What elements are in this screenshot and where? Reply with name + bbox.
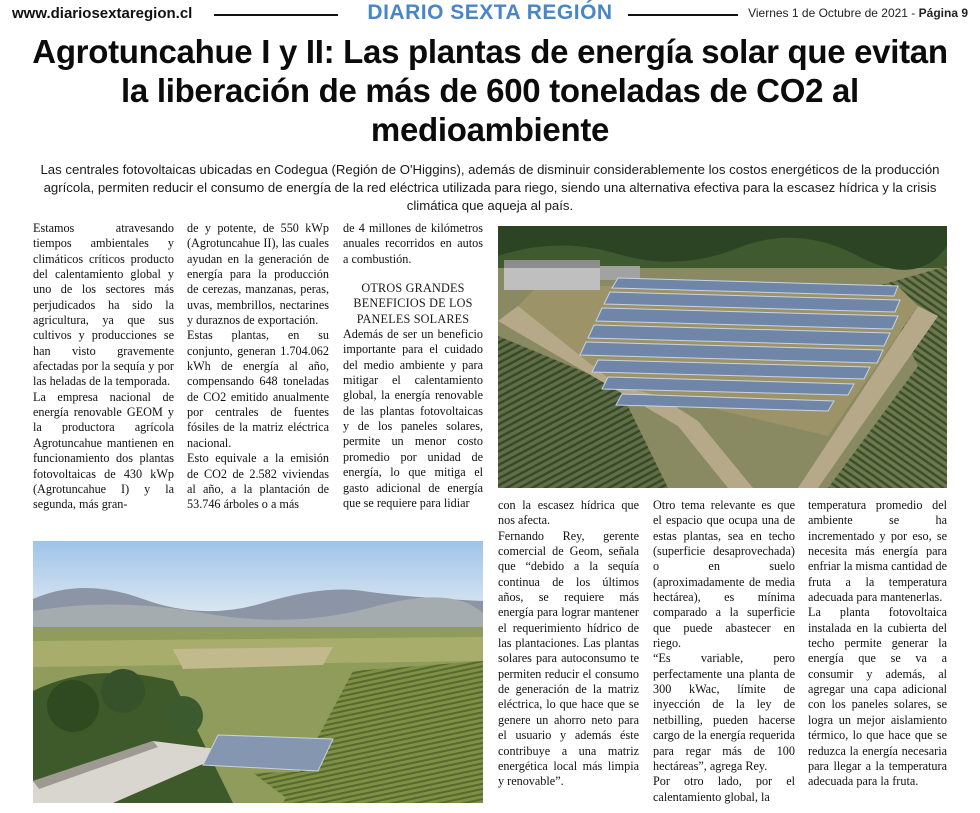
newspaper-name: DIARIO SEXTA REGIÓN: [367, 1, 613, 24]
page-number: Página 9: [918, 6, 968, 20]
article-headline: Agrotuncahue I y II: Las plantas de energía solar que evitan la liberación de más de 600 toneladas de CO2 al medioambiente: [32, 33, 948, 148]
col6-paragraph-1: temperatura promedio del ambiente se ha incrementado y por eso, se necesita más energía para enfriar la misma cantidad de fruta a la temperatura adecuada para mantenerlas.: [808, 498, 947, 605]
col1-paragraph-2: La empresa nacional de energía renovable GEOM y la productora agrícola Agrotuncahue mantienen en funcionamiento dos plantas fotovoltaicas de 430 kWp (Agrotuncahue I) y la segunda, más gran-: [33, 389, 174, 512]
column-6: [808, 498, 947, 790]
col4-paragraph-2: Fernando Rey, gerente comercial de Geom, señala que “debido a la sequía continua de los últimos años, se requiere más energía para lograr mantener el requerimiento hídrico de las plantaciones. Las plantas solares para autoconsumo te permiten reducir el consumo de generación de la matriz eléctrica, lo que hace que se genere un ahorro neto para el usuario y además éste contribuye a una matriz energética local más limpia y renovable”.: [498, 528, 639, 789]
section-subhead: OTROS GRANDES BENEFICIOS DE LOS PANELES SOLARES: [353, 281, 473, 326]
col6-paragraph-2: La planta fotovoltaica instalada en la cubierta del techo permite generar la energía que se va a consumir y además, al agregar una capa adicional con los paneles solares, se logra un mejor aislamiento térmico, lo que hace que se reduzca la energía necesaria para llegar a la temperatura adecuada para la fruta.: [808, 605, 947, 789]
column-2: [187, 221, 329, 513]
col2-paragraph-1: de y potente, de 550 kWp (Agrotuncahue II), las cuales ayudan en la generación de energía para la producción de cerezas, manzanas, peras, uvas, membrillos, nectarines y duraznos de exportación.: [187, 221, 329, 328]
header-rule-left: [214, 14, 338, 16]
col5-paragraph-2: “Es variable, pero perfectamente una planta de 300 kWac, límite de inyección de la ley de netbilling, pueden hacerse cargo de la energía requerida para regar más de 100 hectáreas”, agrega Rey.: [653, 651, 795, 773]
solar-plant-photo: [498, 226, 947, 488]
col5-paragraph-3: Por otro lado, por el calentamiento global, la: [653, 774, 795, 804]
valley-landscape-illustration: [33, 541, 483, 803]
column-1: [33, 221, 174, 513]
article-lead: Las centrales fotovoltaicas ubicadas en Codegua (Región de O'Higgins), además de disminuir considerablemente los costos energéticos de la producción agrícola, permiten reducir el consumo de energía de la red eléctrica utilizada para riego, siendo una alternativa efectiva para la escasez hídrica y la crisis climática que aqueja al país.: [40, 162, 940, 213]
col5-paragraph-1: Otro tema relevante es que el espacio que ocupa una de estas plantas, sea en techo (superficie desaprovechada) o en suelo (aproximadamente de media hectárea), es mínima comparado a la superficie que puede abastecer en riego.: [653, 498, 795, 651]
col4-paragraph-1: con la escasez hídrica que nos afecta.: [498, 498, 639, 528]
col2-paragraph-3: Esto equivale a la emisión de CO2 de 2.582 viviendas al año, a la plantación de 53.746 árboles o a más: [187, 451, 329, 512]
col1-paragraph-1: Estamos atravesando tiempos ambientales y climáticos críticos producto del calentamiento global y uno de los sectores más perjudicados ha sido la agricultura, ya que sus cultivos y producciones se han visto gravemente afectadas por la sequía y por las heladas de la temporada.: [33, 221, 174, 389]
solar-plant-illustration: [498, 226, 947, 488]
column-5: [653, 498, 795, 805]
issue-date: [748, 6, 968, 20]
col3-paragraph-2: Además de ser un beneficio importante para el cuidado del medio ambiente y para mitigar el calentamiento global, la energía renovable de las plantas fotovoltaicas y de los paneles solares, permite un menor costo promedio por unidad de energía, lo que mitiga el gasto adicional de energía que se requiere para lidiar: [343, 327, 483, 510]
date-text: Viernes 1 de Octubre de 2021 -: [748, 6, 919, 20]
column-3: [343, 221, 483, 511]
column-4: [498, 498, 639, 790]
valley-landscape-photo: [33, 541, 483, 803]
col3-paragraph-1: de 4 millones de kilómetros anuales recorridos en autos a combustión.: [343, 221, 483, 266]
site-url[interactable]: www.diariosextaregion.cl: [12, 5, 193, 22]
col2-paragraph-2: Estas plantas, en su conjunto, generan 1.704.062 kWh de energía al año, compensando 648 toneladas de CO2 emitido anualmente por centrales de fuentes fósiles de la matriz eléctrica nacional.: [187, 328, 329, 450]
header-rule-right: [628, 14, 738, 16]
